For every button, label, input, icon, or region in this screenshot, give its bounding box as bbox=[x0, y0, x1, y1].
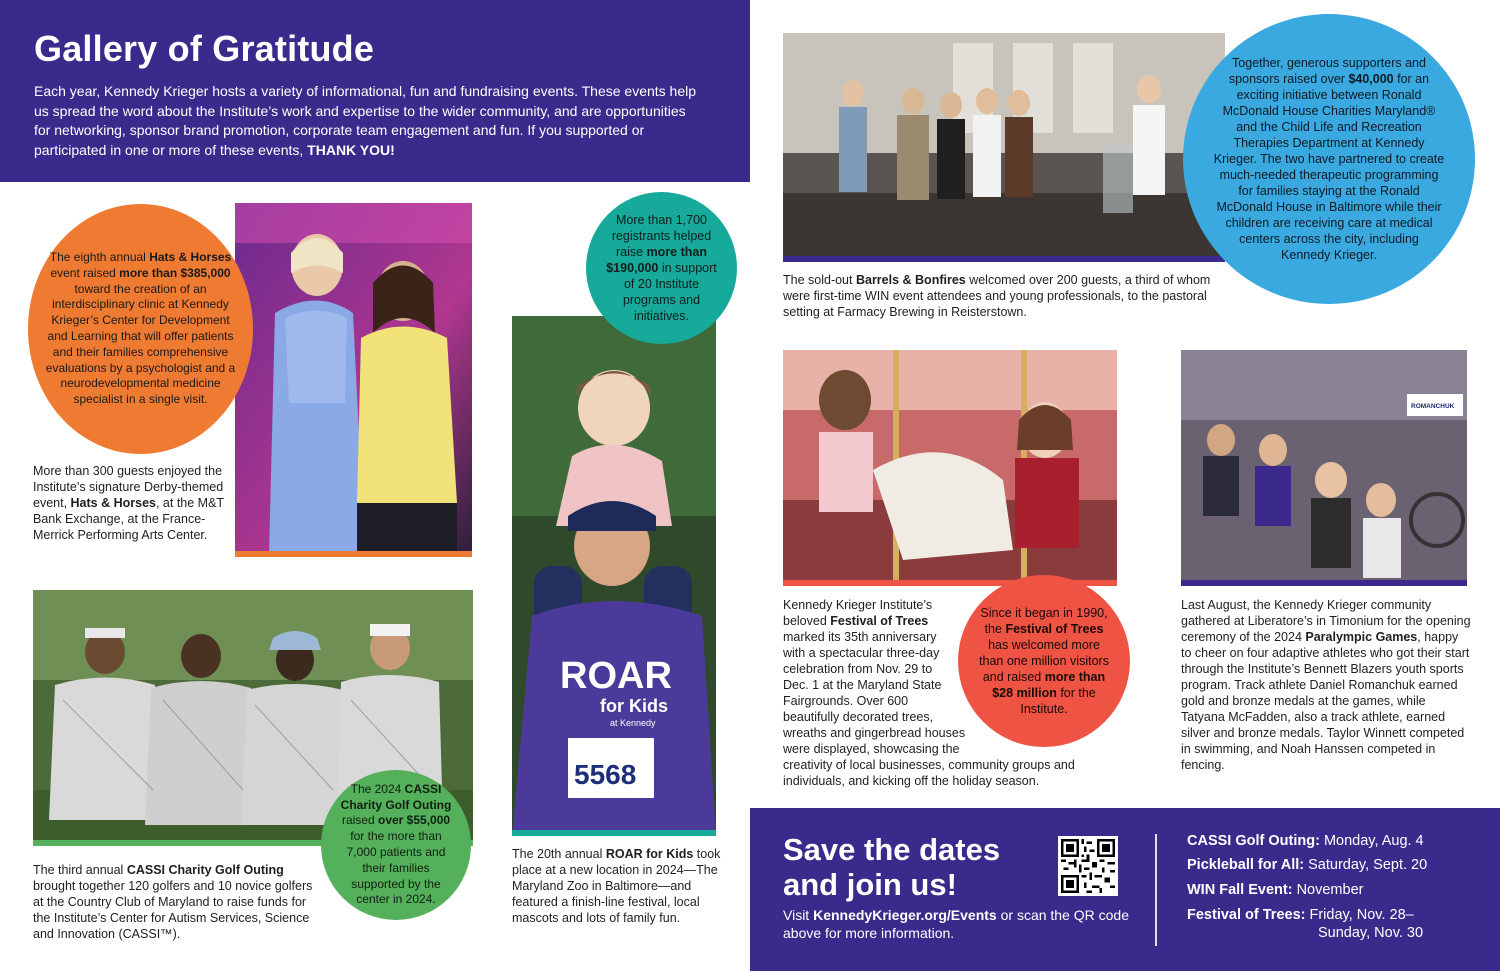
hats-horses-caption: More than 300 guests enjoyed the Institute’s signature Derby-themed event, Hats & Horses, at the M&T Bank Exchange, at the France-Merrick Performing Arts Center. bbox=[33, 464, 224, 542]
save-the-dates-panel bbox=[750, 808, 1500, 971]
roar-for-kids-photo bbox=[512, 316, 716, 836]
header-panel bbox=[0, 0, 750, 182]
roar-stat-circle bbox=[586, 192, 737, 344]
intro-text: Each year, Kennedy Krieger hosts a variety of informational, fun and fundraising events. These events help us spread the word about the Institute’s work and expertise to the wider community, and are opportunities for networking, sponsor brand promotion, corporate team engagement and fun. If you supported or participated in one or more of these events, THANK YOU! bbox=[34, 83, 697, 158]
roar-circle-text: More than 1,700 registrants helped raise more than $190,000 in support of 20 Institute programs and initiatives. bbox=[606, 213, 717, 323]
events-link[interactable]: KennedyKrieger.org/Events bbox=[813, 907, 997, 923]
festival-of-trees-caption: Kennedy Krieger Institute’s beloved Festival of Trees marked its 35th anniversary with a spectacular three-day celebration from Nov. 29 to Dec. 1 at the Maryland State Fairgrounds. Over 600 beautifully decorated trees, wreaths and gingerbread houses were displayed, showcasing the creativity of local businesses, community groups and individuals, and kicking off the holiday season. bbox=[783, 597, 1105, 789]
race-bib-number: 5568 bbox=[574, 759, 637, 790]
barrels-bonfires-caption: The sold-out Barrels & Bonfires welcomed over 200 guests, a third of whom were first-time WIN event attendees and young professionals, to the pastoral setting at Farmacy Brewing in Reisterstown. bbox=[783, 273, 1211, 319]
event-item: CASSI Golf Outing: Monday, Aug. 4 bbox=[1187, 833, 1424, 849]
paralympic-photo bbox=[1181, 350, 1467, 586]
divider bbox=[1155, 834, 1157, 946]
roar-shirt-small: at Kennedy bbox=[610, 718, 656, 728]
golf-caption: The third annual CASSI Charity Golf Outing brought together 120 golfers and 10 novice golfers at the Country Club of Maryland to raise funds for the Institute’s Center for Autism Services, Science and Innovation (CASSI™). bbox=[33, 863, 313, 941]
roar-shirt-sub: for Kids bbox=[600, 696, 669, 716]
romanchuk-sign: ROMANCHUK bbox=[1411, 403, 1455, 410]
event-item-date-continued: Sunday, Nov. 30 bbox=[1318, 925, 1424, 941]
golf-circle-text: The 2024 CASSI Charity Golf Outing raised over $55,000 for the more than 7,000 patients and their families supported by the center in 2024. bbox=[340, 781, 452, 907]
caption-wrap-spacer bbox=[949, 597, 1105, 745]
golf-stat-circle bbox=[321, 770, 471, 920]
hats-horses-photo bbox=[235, 203, 472, 557]
save-visit-text: Visit KennedyKrieger.org/Events or scan the QR code above for more information. bbox=[783, 907, 1130, 941]
event-item: Pickleball for All: Saturday, Sept. 20 bbox=[1187, 857, 1428, 873]
save-the-dates-title: Save the dates and join us! bbox=[783, 832, 1001, 902]
festival-of-trees-photo bbox=[783, 350, 1117, 586]
barrels-circle-text: Together, generous supporters and sponsors raised over $40,000 for an exciting initiative between Ronald McDonald House Charities Maryland® and the Child Life and Recreation Therapies Department at Kennedy Krieger. The two have partnered to create much-needed therapeutic programming for families staying at the Ronald McDonald House in Baltimore while their children are receiving care at medical centers across the city, including Kennedy Krieger. bbox=[1213, 56, 1445, 262]
hats-horses-stat-circle bbox=[28, 204, 253, 454]
event-item: WIN Fall Event: November bbox=[1187, 882, 1364, 898]
barrels-bonfires-photo bbox=[783, 33, 1225, 262]
event-item: Festival of Trees: Friday, Nov. 28– bbox=[1187, 907, 1414, 923]
barrels-stat-circle bbox=[1183, 14, 1475, 304]
qr-code-icon[interactable] bbox=[1058, 836, 1118, 896]
hats-circle-text: The eighth annual Hats & Horses event raised more than $385,000 toward the creation of an interdisciplinary clinic at Kennedy Krieger’s Center for Development and Learning that will offer patients and their families comprehensive evaluations by a psychologist and a neurodevelopmental medicine specialist in a single visit. bbox=[45, 250, 236, 407]
paralympic-caption: Last August, the Kennedy Krieger community gathered at Liberatore’s in Timonium for the opening ceremony of the 2024 Paralympic Games, happy to cheer on four adaptive athletes who got their start through the Institute’s Bennett Blazers youth sports program. Track athlete Daniel Romanchuk earned gold and bronze medals at the games, while Tatyana McFadden, also a track athlete, earned silver and bronze medals. Taylor Winnett competed in swimming, and Noah Hanssen competed in fencing. bbox=[1181, 598, 1471, 772]
page-title: Gallery of Gratitude bbox=[34, 28, 375, 69]
roar-shirt-text: ROAR bbox=[560, 655, 672, 697]
festival-circle-text: Since it began in 1990, the Festival of Trees has welcomed more than one million visitors and raised more than $28 million for the Institute. bbox=[979, 606, 1109, 716]
roar-caption: The 20th annual ROAR for Kids took place at a new location in 2024—The Maryland Zoo in Baltimore—and featured a finish-line festival, local mascots and lots of family fun. bbox=[512, 847, 721, 925]
